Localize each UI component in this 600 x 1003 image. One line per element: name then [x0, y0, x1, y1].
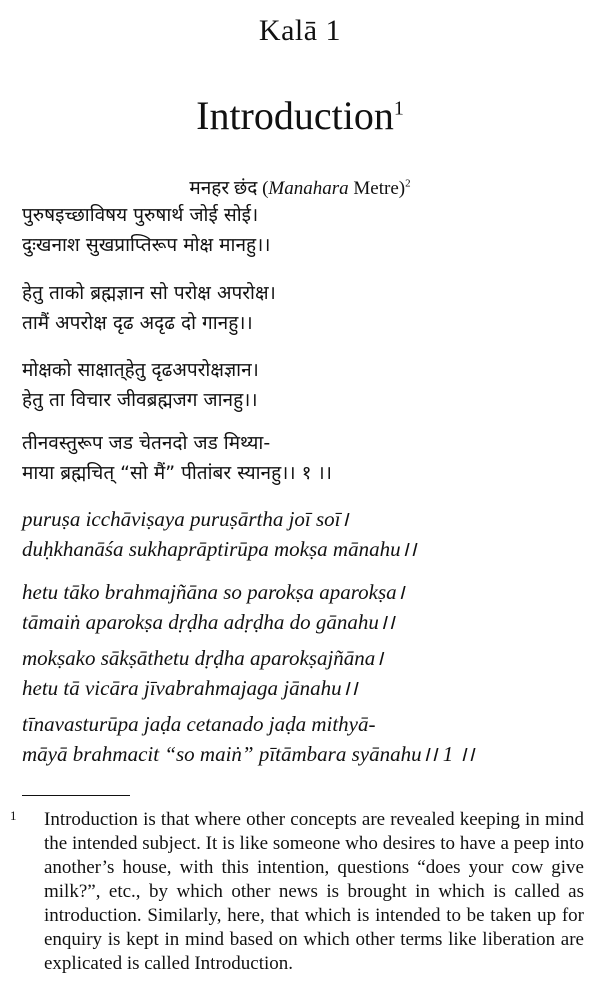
verse-line: puruṣa icchāviṣaya puruṣārtha joī soī।: [22, 507, 349, 531]
devanagari-stanza-2: [22, 278, 582, 338]
transliteration-stanza-1: [22, 504, 582, 564]
verse-line: mokṣako sākṣāthetu dṛḍha aparokṣajñāna।: [22, 646, 384, 670]
verse-line: हेतु ताको ब्रह्मज्ञान सो परोक्ष अपरोक्ष।: [22, 282, 276, 304]
verse-line: दुःखनाश सुखप्राप्तिरूप मोक्ष मानहु।।: [22, 234, 271, 256]
devanagari-stanza-1: [22, 200, 582, 260]
footnote-text: Introduction is that where other concepts are revealed keeping in mind the intended subject. It is like someone who desires to have a peep into another’s house, with this intention, questions “does your cow give milk?”, etc., by which other news is brought in which is called as introduction. Similarly, here, that which is intended to be taken up for enquiry is kept in mind based on which other terms like liberation are explicated is called Introduction.: [44, 809, 584, 974]
footnote-divider: [22, 795, 130, 796]
section-title: [0, 92, 600, 139]
chapter-heading: Kalā 1: [258, 14, 342, 47]
metre-roman: Manahara: [268, 178, 349, 199]
metre-devanagari: मनहर छंद: [189, 178, 258, 199]
transliteration-stanza-4: [22, 709, 582, 769]
verse-line: तामैं अपरोक्ष दृढ अदृढ दो गानहु।।: [22, 312, 253, 334]
verse-line: māyā brahmacit “so maiṅ” pītāmbara syānahu।। 1 ।।: [22, 742, 475, 766]
verse-line: tāmaiṅ aparokṣa dṛḍha adṛḍha do gānahu।।: [22, 610, 395, 634]
verse-line: duḥkhanāśa sukhaprāptirūpa mokṣa mānahu।।: [22, 537, 417, 561]
verse-line: tīnavasturūpa jaḍa cetanado jaḍa mithyā-: [22, 712, 376, 736]
metre-footnote-ref: 2: [405, 177, 411, 190]
title-text: Introduction: [196, 93, 394, 138]
transliteration-stanza-3: [22, 643, 582, 703]
footnote-number: 1: [10, 808, 17, 823]
verse-line: hetu tā vicāra jīvabrahmajaga jānahu।।: [22, 676, 358, 700]
verse-line: मोक्षको साक्षात्‌हेतु दृढअपरोक्षज्ञान।: [22, 359, 259, 381]
footnote-ref: 1: [393, 97, 404, 120]
devanagari-stanza-4: [22, 428, 582, 488]
devanagari-stanza-3: [22, 355, 582, 415]
metre-word: Metre: [353, 178, 399, 199]
verse-line: hetu tāko brahmajñāna so parokṣa aparokṣa।: [22, 580, 405, 604]
metre-caption: मनहर छंद (Manahara Metre)$^2$: [189, 177, 411, 199]
verse-line: हेतु ता विचार जीवब्रह्मजग जानहु।।: [22, 389, 258, 411]
verse-line: पुरुषइच्छाविषय पुरुषार्थ जोई सोई।: [22, 204, 259, 226]
verse-line: माया ब्रह्मचित् “सो मैं” पीतांबर स्यानहु।। १ ।।: [22, 462, 332, 484]
transliteration-stanza-2: [22, 577, 582, 637]
verse-line: तीनवस्तुरूप जड चेतनदो जड मिथ्या-: [22, 432, 271, 454]
